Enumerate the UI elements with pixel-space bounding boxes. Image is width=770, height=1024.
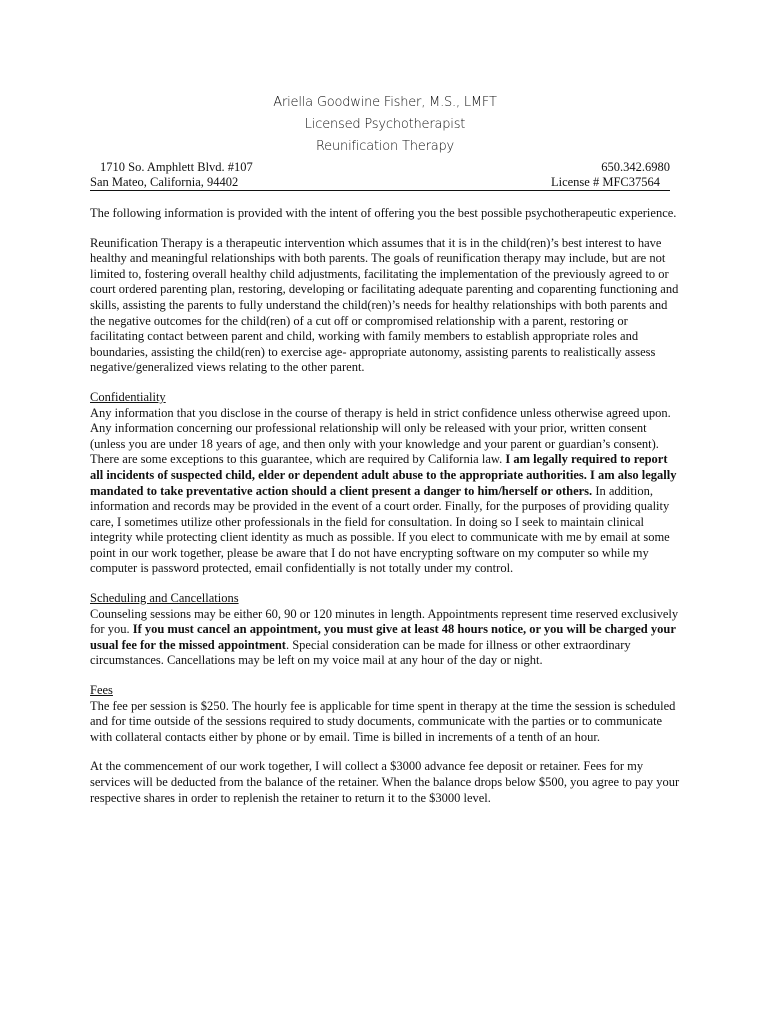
retainer-paragraph: At the commencement of our work together, I will collect a $3000 advance fee deposit or retainer. Fees for my services will be deducted from the balance of the retainer. When the balance drops below $500, you agree to pay your respective shares in order to replenish the retainer to return it to the $3000 level. xyxy=(90,759,680,805)
contact-block xyxy=(90,160,670,191)
scheduling-text-2: . Special consideration can be made for illness or other extraordinary circumstances. Cancellations may be left on my voice mail at any hour of the day or night. xyxy=(90,637,631,668)
phone-number: 650.342.6980 xyxy=(601,160,670,174)
letterhead xyxy=(0,92,770,158)
practitioner-name: Ariella Goodwine Fisher, M.S., LMFT xyxy=(273,95,497,110)
address-line1: 1710 So. Amphlett Blvd. #107 xyxy=(100,160,253,174)
confidentiality-text-2: In addition, information and records may be provided in the event of a court order. Finally, for the purposes of providing quality care, I sometimes utilize other professionals in the field for consultation. In doing so I seek to maintain clinical integrity while protecting client identity as much as possible. If you elect to communicate with me by email at some point in our work together, please be aware that I do not have encrypting software on my computer so while my computer is password protected, email confidentially is not totally under my control. xyxy=(90,483,670,576)
intro-paragraph: The following information is provided with the intent of offering you the best possible psychotherapeutic experience. xyxy=(90,206,677,220)
practitioner-specialty: Reunification Therapy xyxy=(315,139,455,154)
scheduling-section xyxy=(90,591,682,669)
confidentiality-section xyxy=(90,390,682,577)
scheduling-bold: If you must cancel an appointment, you must give at least 48 hours notice, or you will be charged your usual fee for the missed appointment xyxy=(90,622,676,652)
confidentiality-text-1: Any information that you disclose in the course of therapy is held in strict confidence unless otherwise agreed upon. Any information concerning our professional relationship will only be released with your prior, written consent (unless you are under 18 years of age, and then only with your knowledge and your parent or guardian’s consent). There are some exceptions to this guarantee, which are required by California law. xyxy=(90,405,671,467)
license-number: License # MFC37564 xyxy=(550,175,660,189)
fees-section xyxy=(90,683,682,745)
fees-heading: Fees xyxy=(90,683,113,698)
confidentiality-bold: I am legally required to report all incidents of suspected child, elder or dependent adult abuse to the appropriate authorities. I am also legally mandated to take preventative action should a client present a danger to him/herself or others. xyxy=(90,452,677,498)
scheduling-text-1: Counseling sessions may be either 60, 90 or 120 minutes in length. Appointments represent time reserved exclusively for you. xyxy=(90,606,679,637)
scheduling-heading: Scheduling and Cancellations xyxy=(90,591,239,606)
document-body xyxy=(90,206,682,820)
confidentiality-heading: Confidentiality xyxy=(90,389,166,404)
fees-text-1: The fee per session is $250. The hourly fee is applicable for time spent in therapy at the time the session is scheduled and for time outside of the sessions required to study documents, communicate with the parties or to communicate with collateral contacts either by phone or by email. Time is billed in increments of a tenth of an hour. xyxy=(90,698,676,744)
address-line2: San Mateo, California, 94402 xyxy=(90,175,239,189)
practitioner-title: Licensed Psychotherapist xyxy=(304,117,466,132)
reunification-paragraph: Reunification Therapy is a therapeutic intervention which assumes that it is in the child(ren)’s best interest to have healthy and meaningful relationships with both parents. The goals of reunification therapy may include, but are not limited to, fostering overall healthy child adjustments, facilitating the implementation of the previously agreed to or court ordered parenting plan, restoring, developing or facilitating adequate parenting and coparenting functioning and skills, assisting the parents to fully understand the child(ren)’s needs for healthy relationships with both parents and the negative outcomes for the child(ren) of a cut off or compromised relationship with a parent, restoring or facilitating contact between parent and child, working with family members to establish appropriate roles and boundaries, assisting the child(ren) to exercise age- appropriate autonomy, assisting parents to realistically assess negative/generalized views relating to the other parent. xyxy=(90,235,679,375)
